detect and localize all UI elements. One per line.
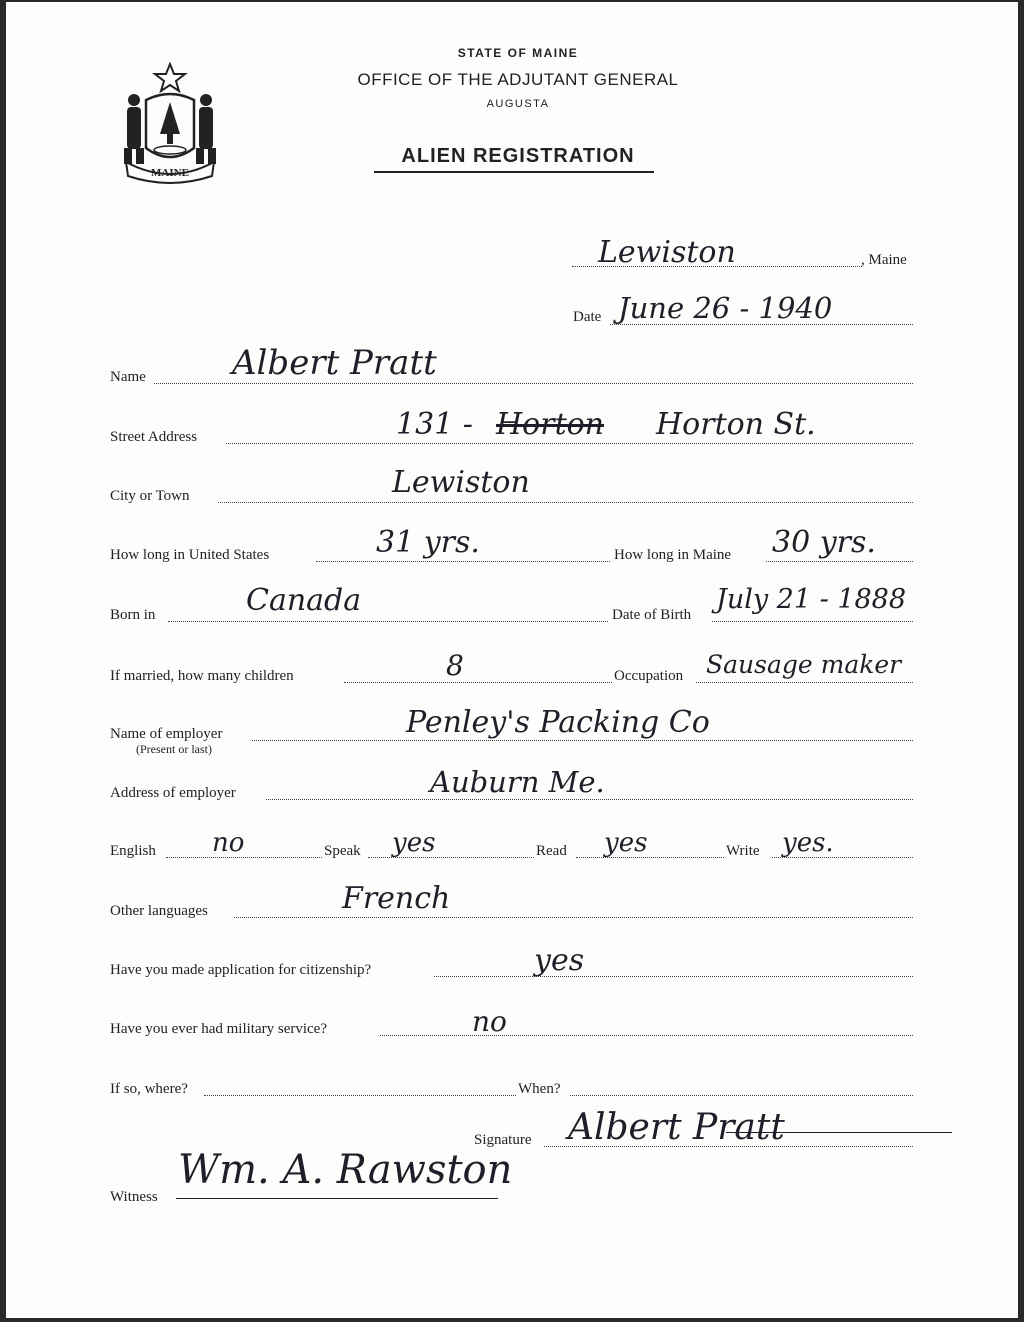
speak-label: Speak [324,843,361,859]
read-handwriting: yes [604,828,648,858]
signature-handwriting: Albert Pratt [568,1107,785,1148]
how-long-us-dotted-line [316,561,610,562]
city-handwriting: Lewiston [598,235,736,270]
occupation-dotted-line [696,682,913,683]
street-address-label: Street Address [110,429,198,445]
citizenship-handwriting: yes [534,943,585,978]
street-number-handwriting: 131 - [396,407,473,442]
other-languages-dotted-line [234,917,913,918]
how-long-us-handwriting: 31 yrs. [376,525,480,560]
svg-text:MAINE: MAINE [151,167,189,179]
city-town-handwriting: Lewiston [392,465,530,500]
registration-form [6,2,1018,1318]
date-of-birth-label: Date of Birth [612,607,692,623]
when-dotted-line [570,1095,913,1096]
street-struck-handwriting: Horton [496,407,605,442]
street-handwriting: Horton St. [656,407,816,442]
form-title: ALIEN REGISTRATION [401,145,635,167]
children-handwriting: 8 [446,649,464,682]
employer-handwriting: Penley's Packing Co [406,705,710,740]
born-in-label: Born in [110,607,156,623]
how-long-maine-label: How long in Maine [614,547,732,563]
children-dotted-line [344,682,612,683]
where-dotted-line [204,1095,516,1096]
write-label: Write [726,843,760,859]
other-languages-label: Other languages [110,903,208,919]
english-label: English [110,843,156,859]
header-state: STATE OF MAINE [457,46,579,60]
english-handwriting: no [212,828,245,858]
maine-label: , Maine [861,252,907,268]
how-long-us-label: How long in United States [110,547,270,563]
employer-sublabel: (Present or last) [136,742,212,756]
military-handwriting: no [472,1005,507,1038]
citizenship-label: Have you made application for citizenship? [110,962,372,978]
date-of-birth-handwriting: July 21 - 1888 [716,584,907,615]
header-office: OFFICE OF THE ADJUTANT GENERAL [357,70,679,89]
header-city: AUGUSTA [486,98,550,110]
date-handwriting: June 26 - 1940 [618,291,833,325]
name-dotted-line [154,383,913,384]
military-label: Have you ever had military service? [110,1021,327,1037]
employer-label: Name of employer [110,726,223,742]
city-town-dotted-line [218,502,913,503]
children-label: If married, how many children [110,668,294,684]
witness-label: Witness [110,1189,158,1205]
employer-address-handwriting: Auburn Me. [430,765,605,799]
occupation-handwriting: Sausage maker [706,650,902,679]
street-address-dotted-line [226,443,913,444]
read-dotted-line [576,857,724,858]
date-label: Date [573,309,602,325]
where-label: If so, where? [110,1081,188,1097]
date-of-birth-dotted-line [712,621,913,622]
other-languages-handwriting: French [342,881,451,916]
witness-underline [176,1198,498,1199]
signature-label: Signature [474,1132,532,1148]
employer-dotted-line [252,740,913,741]
english-dotted-line [166,857,322,858]
born-in-dotted-line [168,621,608,622]
title-underline [374,171,654,173]
how-long-maine-handwriting: 30 yrs. [772,525,876,560]
military-dotted-line [380,1035,913,1036]
write-handwriting: yes. [782,828,834,858]
born-in-handwriting: Canada [246,583,362,618]
how-long-maine-dotted-line [766,561,913,562]
employer-address-label: Address of employer [110,785,236,801]
read-label: Read [536,843,567,859]
speak-handwriting: yes [392,828,436,858]
city-town-label: City or Town [110,488,190,504]
signature-flourish [726,1132,952,1133]
occupation-label: Occupation [614,668,684,684]
witness-handwriting: Wm. A. Rawston [178,1147,513,1193]
name-handwriting: Albert Pratt [232,343,437,383]
employer-address-dotted-line [266,799,913,800]
name-label: Name [110,369,146,385]
when-label: When? [518,1081,561,1097]
citizenship-dotted-line [434,976,913,977]
